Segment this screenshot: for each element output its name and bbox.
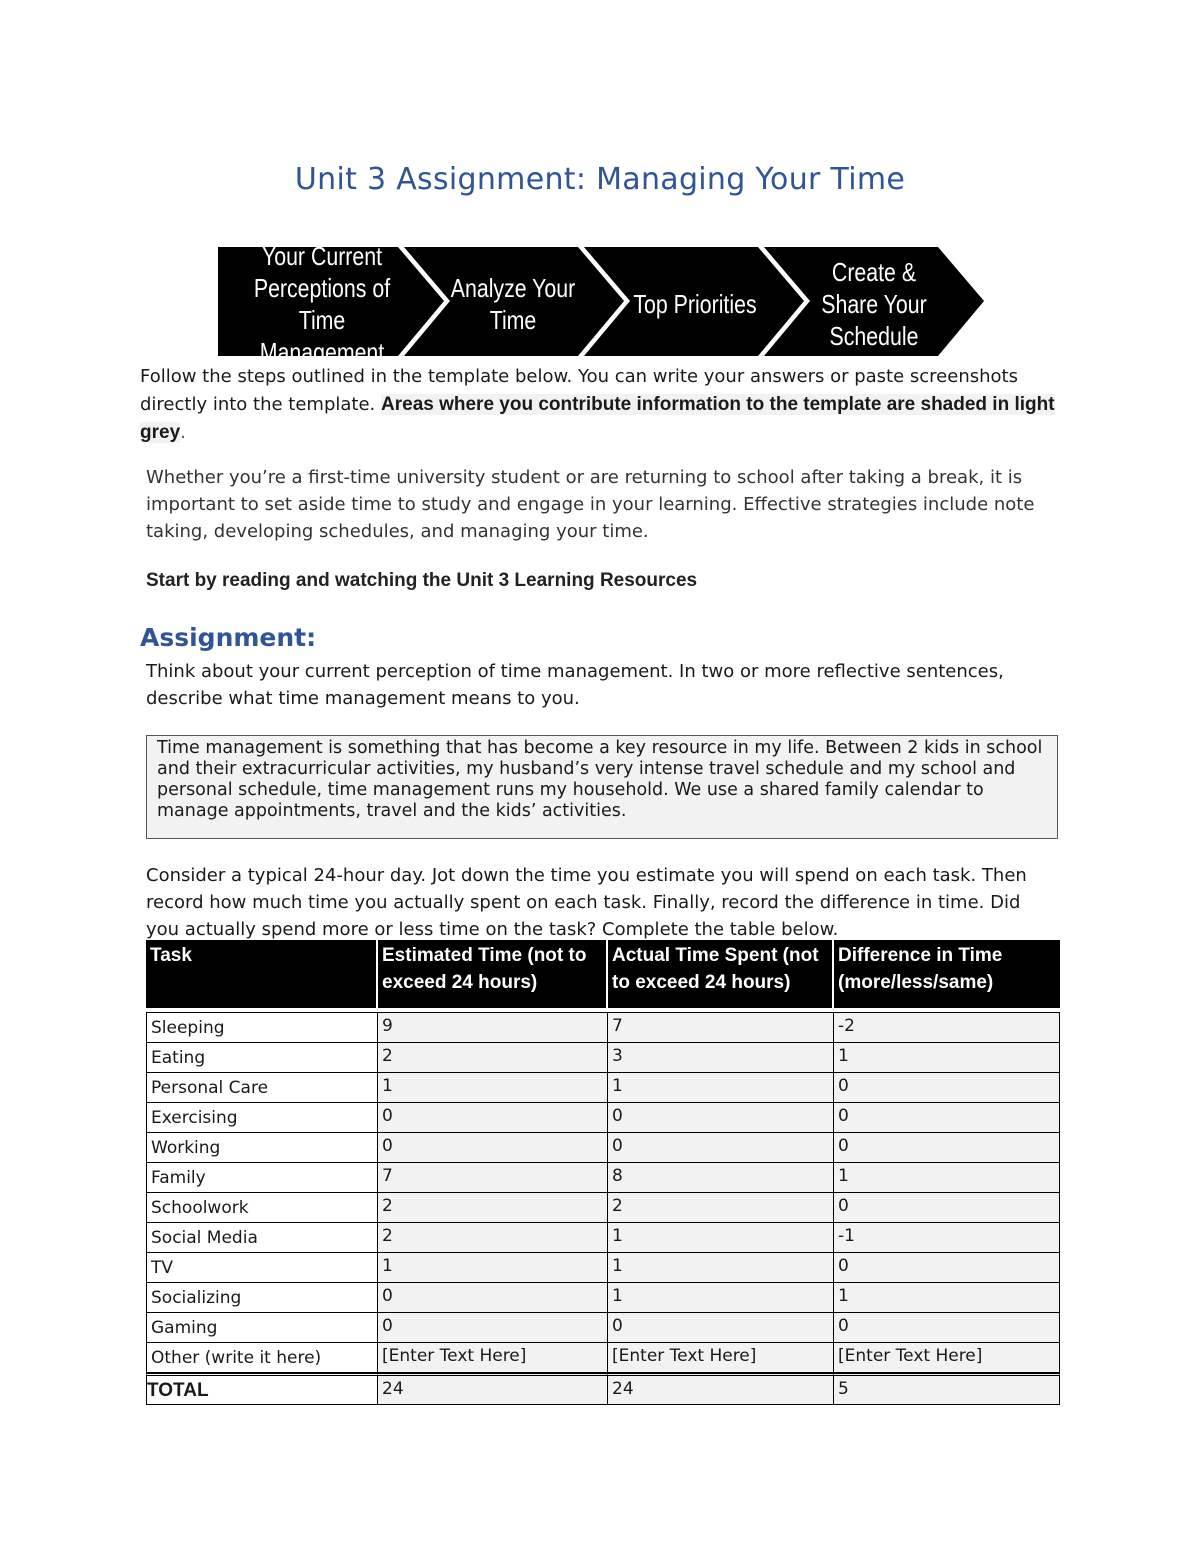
estimated-cell[interactable]: 1: [378, 1253, 608, 1283]
intro-paragraph: Follow the steps outlined in the template below. You can write your answers or paste screenshots directly into the template. Areas where you contribute information to the template are shaded in light grey.: [140, 366, 1055, 443]
task-cell: Social Media: [146, 1223, 378, 1253]
estimated-cell[interactable]: 9: [378, 1012, 608, 1043]
total-label: TOTAL: [146, 1373, 378, 1405]
estimated-cell[interactable]: [Enter Text Here]: [378, 1343, 608, 1373]
task-cell: Gaming: [146, 1313, 378, 1343]
difference-cell[interactable]: 0: [834, 1133, 1060, 1163]
header-estimated: Estimated Time (not to exceed 24 hours): [378, 940, 608, 1008]
assignment-heading: Assignment:: [140, 623, 317, 652]
actual-cell[interactable]: [Enter Text Here]: [608, 1343, 834, 1373]
actual-cell[interactable]: 1: [608, 1283, 834, 1313]
start-instruction: Start by reading and watching the Unit 3 Learning Resources: [146, 570, 698, 591]
page-title: Unit 3 Assignment: Managing Your Time: [294, 162, 906, 197]
table-row: [146, 1193, 1060, 1223]
estimated-cell[interactable]: 2: [378, 1223, 608, 1253]
time-table: [146, 940, 1060, 1405]
task-cell: Family: [146, 1163, 378, 1193]
actual-cell[interactable]: 7: [608, 1012, 834, 1043]
table-row: [146, 1283, 1060, 1313]
estimated-cell[interactable]: 2: [378, 1043, 608, 1073]
table-row: [146, 1253, 1060, 1283]
table-row: [146, 1133, 1060, 1163]
header-task: Task: [146, 940, 378, 1008]
task-cell: Schoolwork: [146, 1193, 378, 1223]
header-actual: Actual Time Spent (not to exceed 24 hours): [608, 940, 834, 1008]
total-estimated[interactable]: 24: [378, 1373, 608, 1405]
table-header-row: [146, 940, 1060, 1008]
actual-cell[interactable]: 0: [608, 1133, 834, 1163]
table-instructions: Consider a typical 24-hour day. Jot down the time you estimate you will spend on each task. Then record how much time you actually spent on each task. Finally, record the difference in time. Did you actually spend more or less time on the task? Complete the table below.: [146, 865, 1027, 940]
estimated-cell[interactable]: 0: [378, 1103, 608, 1133]
table-row: [146, 1103, 1060, 1133]
difference-cell[interactable]: 1: [834, 1283, 1060, 1313]
actual-cell[interactable]: 2: [608, 1193, 834, 1223]
table-row: [146, 1343, 1060, 1373]
task-cell: TV: [146, 1253, 378, 1283]
task-cell: Personal Care: [146, 1073, 378, 1103]
difference-cell[interactable]: 0: [834, 1193, 1060, 1223]
actual-cell[interactable]: 1: [608, 1253, 834, 1283]
estimated-cell[interactable]: 1: [378, 1073, 608, 1103]
step-1-label: Your Current Perceptions of Time Management: [253, 241, 391, 367]
difference-cell[interactable]: [Enter Text Here]: [834, 1343, 1060, 1373]
task-cell: Sleeping: [146, 1012, 378, 1043]
header-difference: Difference in Time (more/less/same): [834, 940, 1060, 1008]
step-4-label: Create & Share Your Schedule: [821, 257, 927, 351]
difference-cell[interactable]: 0: [834, 1253, 1060, 1283]
table-row: [146, 1223, 1060, 1253]
estimated-cell[interactable]: 0: [378, 1283, 608, 1313]
actual-cell[interactable]: 3: [608, 1043, 834, 1073]
actual-cell[interactable]: 8: [608, 1163, 834, 1193]
reflection-prompt: Think about your current perception of time management. In two or more reflective sentences, describe what time management means to you.: [146, 661, 1004, 709]
table-row: [146, 1043, 1060, 1073]
task-cell: Working: [146, 1133, 378, 1163]
total-row: [146, 1373, 1060, 1405]
difference-cell[interactable]: 0: [834, 1313, 1060, 1343]
actual-cell[interactable]: 0: [608, 1313, 834, 1343]
estimated-cell[interactable]: 0: [378, 1313, 608, 1343]
reflection-answer-box[interactable]: Time management is something that has become a key resource in my life. Between 2 kids in school and their extracurricular activities, my husband’s very intense travel schedule and my school and personal schedule, time management runs my household. We use a shared family calendar to manage appointments, travel and the kids’ activities.: [146, 735, 1058, 839]
difference-cell[interactable]: -1: [834, 1223, 1060, 1253]
difference-cell[interactable]: 1: [834, 1163, 1060, 1193]
estimated-cell[interactable]: 2: [378, 1193, 608, 1223]
difference-cell[interactable]: -2: [834, 1012, 1060, 1043]
step-2-label: Analyze Your Time: [450, 273, 576, 335]
actual-cell[interactable]: 1: [608, 1073, 834, 1103]
total-actual[interactable]: 24: [608, 1373, 834, 1405]
table-row: [146, 1313, 1060, 1343]
difference-cell[interactable]: 0: [834, 1073, 1060, 1103]
task-cell: Exercising: [146, 1103, 378, 1133]
difference-cell[interactable]: 1: [834, 1043, 1060, 1073]
table-row: [146, 1073, 1060, 1103]
total-difference[interactable]: 5: [834, 1373, 1060, 1405]
estimated-cell[interactable]: 0: [378, 1133, 608, 1163]
table-row: [146, 1163, 1060, 1193]
table-row: [146, 1012, 1060, 1043]
task-cell: Eating: [146, 1043, 378, 1073]
task-cell: Socializing: [146, 1283, 378, 1313]
step-3-label: Top Priorities: [633, 289, 757, 319]
context-paragraph: Whether you’re a first-time university student or are returning to school after taking a break, it is important to set aside time to study and engage in your learning. Effective strategies include note taking, developing schedules, and managing your time.: [146, 467, 1035, 542]
estimated-cell[interactable]: 7: [378, 1163, 608, 1193]
difference-cell[interactable]: 0: [834, 1103, 1060, 1133]
task-cell: Other (write it here): [146, 1343, 378, 1373]
intro-bold-shaded: Areas where you contribute information to the template are shaded in light grey: [140, 394, 1055, 443]
actual-cell[interactable]: 1: [608, 1223, 834, 1253]
actual-cell[interactable]: 0: [608, 1103, 834, 1133]
